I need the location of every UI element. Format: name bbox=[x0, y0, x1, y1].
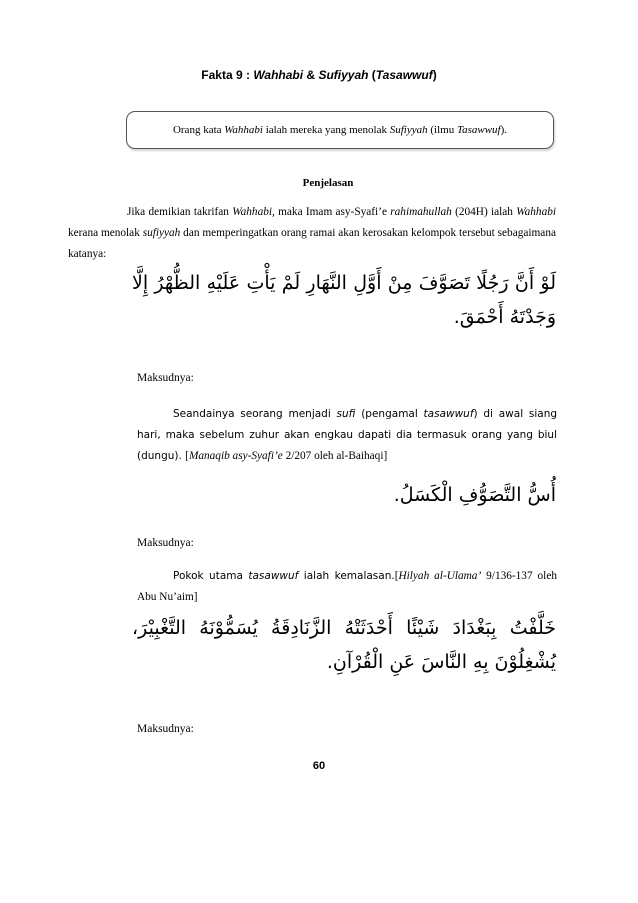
translation-1: Seandainya seorang menjadi sufi (pengamal tasawwuf) di awal siang hari, maka sebelum zuhur akan engkau dapati dia termasuk orang yang biul (dungu). [Manaqib asy-Syafi’e 2/207 oleh al-Baihaqi] bbox=[137, 408, 558, 462]
translation-2: Pokok utama tasawwuf ialah kemalasan.[Hilyah al-Ulama’ 9/136-137 oleh Abu Nu’aim] bbox=[137, 570, 557, 603]
arabic-quote-3: خَلَّفْتُ بِبَغْدَادَ شَيْئًا أَحْدَثَتْهُ الزَّنَادِقَةُ يُسَمُّوْنَهُ التَّغْبِيْرَ، يُشْغِلُوْنَ بِهِ النَّاسَ عَنِ الْقُرْآنِ. bbox=[132, 617, 556, 673]
arabic-quote-1: لَوْ أَنَّ رَجُلًا تَصَوَّفَ مِنْ أَوَّلِ النَّهَارِ لَمْ يَأْتِ عَلَيْهِ الظُّهْرُ إِلَّا وَجَدْتَهُ أَحْمَقَ. bbox=[132, 272, 556, 328]
translation-label-2: Maksudnya: bbox=[137, 537, 194, 549]
section-heading: Penjelasan bbox=[302, 177, 354, 189]
intro-paragraph: Jika demikian takrifan Wahhabi, maka Imam asy-Syafi’e rahimahullah (204H) ialah Wahhabi kerana menolak sufiyyah dan memperingatkan orang ramai akan kerosakan kelompok tersebut sebagaimana katanya: bbox=[68, 206, 557, 260]
page-number: 60 bbox=[312, 760, 326, 772]
translation-label-3: Maksudnya: bbox=[137, 723, 194, 735]
page-title: Fakta 9 : Wahhabi & Sufiyyah (Tasawwuf) bbox=[201, 68, 437, 82]
reference-1: [Manaqib asy-Syafi’e 2/207 oleh al-Baihaqi] bbox=[185, 450, 388, 462]
reference-2: [Hilyah al-Ulama’ 9/136-137 oleh Abu Nu’aim] bbox=[137, 570, 557, 603]
translation-label-1: Maksudnya: bbox=[137, 372, 194, 384]
arabic-quote-2: أُسُّ التَّصَوُّفِ الْكَسَلُ. bbox=[393, 484, 556, 506]
callout-box bbox=[126, 111, 554, 149]
callout-text: Orang kata Wahhabi ialah mereka yang menolak Sufiyyah (ilmu Tasawwuf). bbox=[172, 124, 508, 136]
